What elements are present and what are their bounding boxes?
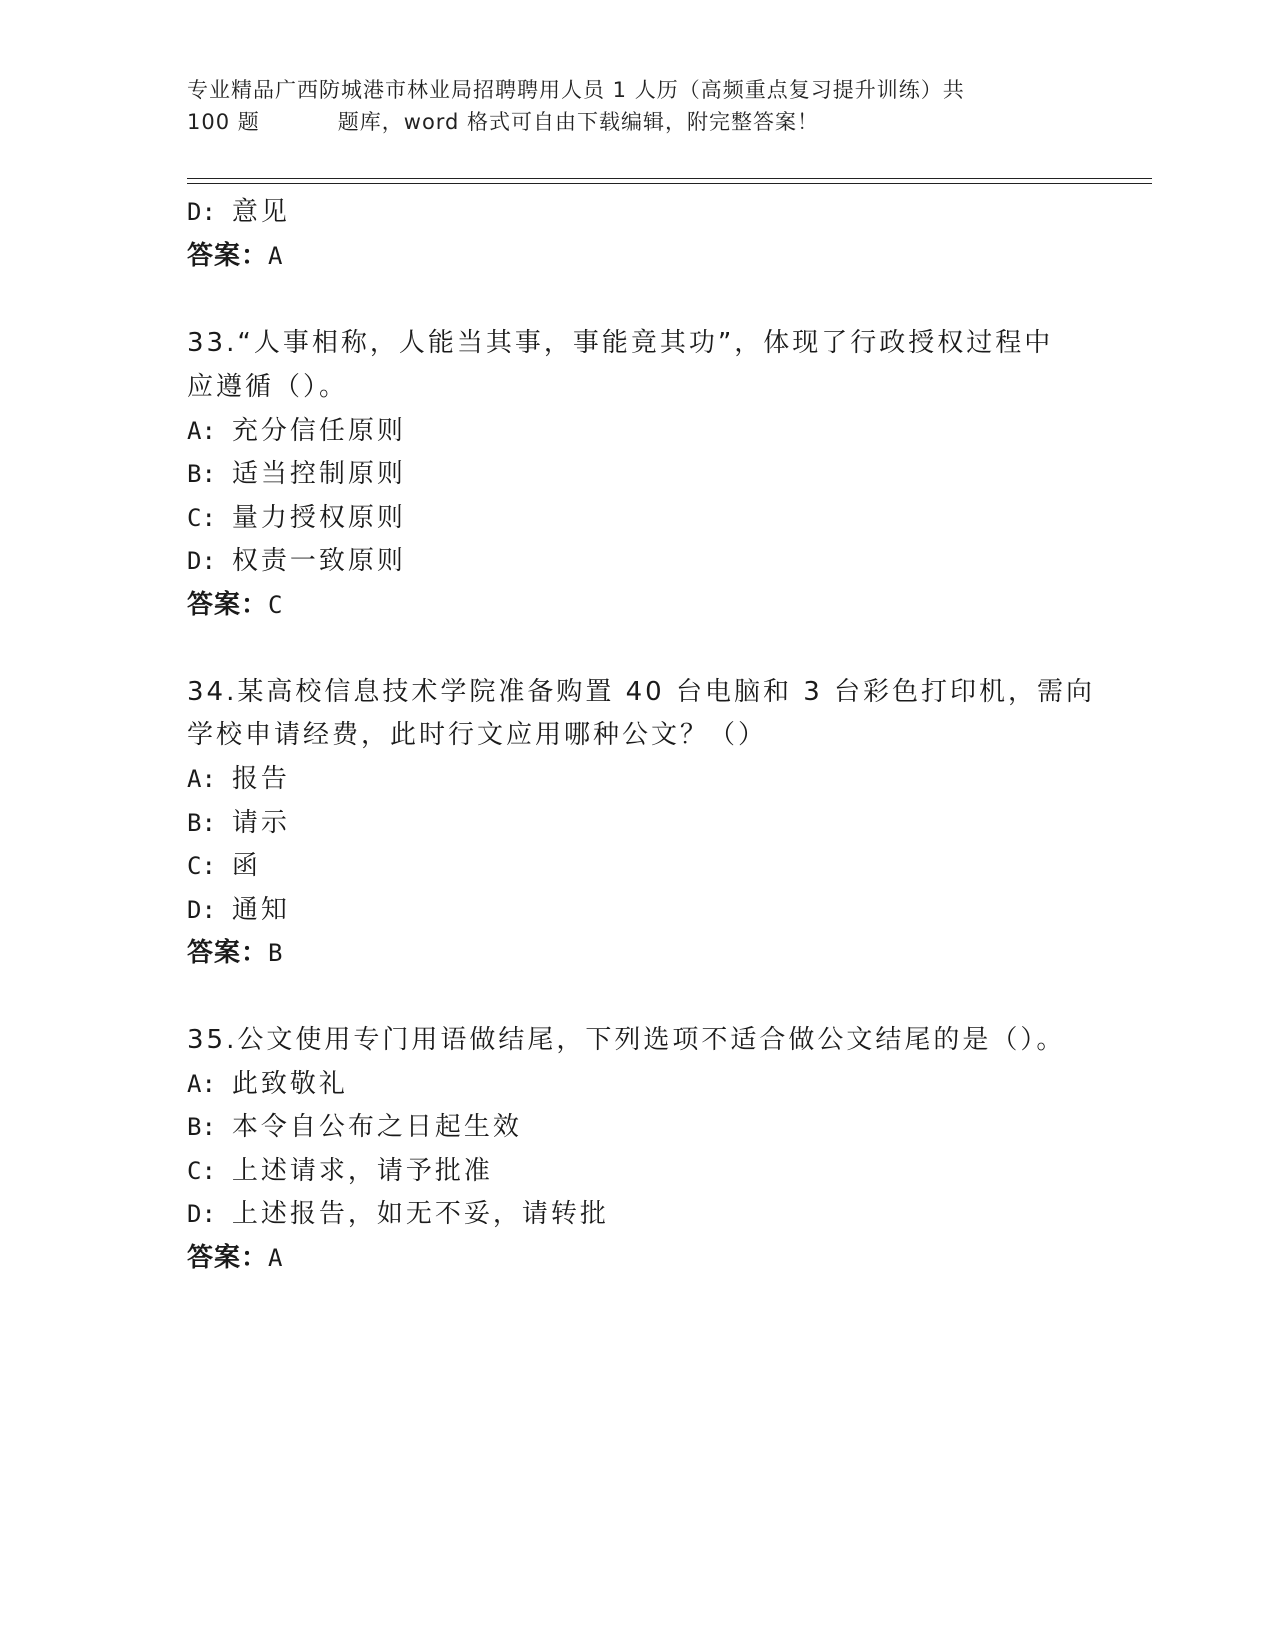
option-text: 本令自公布之日起生效 — [231, 1112, 522, 1142]
option-letter: C: — [187, 504, 216, 532]
question-34-option-c — [187, 845, 261, 882]
option-letter: C: — [187, 852, 216, 880]
option-letter: D: — [187, 198, 216, 226]
answer-value: B — [268, 939, 284, 967]
option-text: 权责一致原则 — [231, 546, 406, 576]
question-33-option-a — [187, 410, 406, 447]
option-text: 量力授权原则 — [231, 503, 406, 533]
answer-label: 答案： — [187, 938, 269, 968]
question-35-answer — [187, 1237, 283, 1274]
option-letter: C: — [187, 1157, 216, 1185]
question-33-option-c — [187, 497, 406, 534]
question-35-option-d — [187, 1193, 609, 1230]
option-letter: A: — [187, 765, 216, 793]
question-35-line-1: 35.公文使用专门用语做结尾，下列选项不适合做公文结尾的是（）。 — [187, 1025, 1066, 1055]
option-letter: A: — [187, 1070, 216, 1098]
option-text: 请示 — [231, 808, 290, 838]
question-35-option-a — [187, 1063, 348, 1100]
option-text: 上述请求，请予批准 — [231, 1156, 493, 1186]
option-letter: D: — [187, 896, 216, 924]
question-33-option-b — [187, 453, 406, 490]
option-text: 上述报告，如无不妥，请转批 — [231, 1199, 609, 1229]
header-rule-bottom — [187, 183, 1152, 184]
question-34-option-a — [187, 758, 290, 795]
header-rule-top — [187, 178, 1152, 179]
question-35-option-b — [187, 1106, 522, 1143]
option-letter: D: — [187, 547, 216, 575]
answer-value: A — [268, 1244, 284, 1272]
question-34-line-2: 学校申请经费，此时行文应用哪种公文？（） — [187, 720, 768, 750]
question-34-option-d — [187, 889, 290, 926]
option-letter: B: — [187, 460, 216, 488]
option-text: 通知 — [231, 895, 290, 925]
answer-label: 答案： — [187, 241, 269, 271]
question-33-answer — [187, 584, 283, 621]
question-34-answer — [187, 932, 283, 969]
option-text: 函 — [231, 851, 261, 881]
prev-answer — [187, 235, 283, 272]
option-text: 报告 — [231, 764, 290, 794]
question-33-option-d — [187, 540, 406, 577]
option-letter: B: — [187, 809, 216, 837]
option-letter: A: — [187, 417, 216, 445]
answer-value: A — [268, 242, 284, 270]
answer-label: 答案： — [187, 590, 269, 620]
page-header — [187, 74, 1087, 138]
header-line-1: 专业精品广西防城港市林业局招聘聘用人员 1 人历（高频重点复习提升训练）共 — [187, 78, 965, 102]
option-text: 意见 — [231, 197, 290, 227]
question-35-option-c — [187, 1150, 493, 1187]
header-description: 题库，word 格式可自由下载编辑，附完整答案！ — [337, 110, 820, 134]
question-33-line-2: 应遵循（）。 — [187, 372, 349, 402]
option-text: 充分信任原则 — [231, 416, 406, 446]
question-34-line-1: 34.某高校信息技术学院准备购置 40 台电脑和 3 台彩色打印机，需向 — [187, 677, 1096, 707]
option-letter: D: — [187, 1200, 216, 1228]
question-34-option-b — [187, 802, 290, 839]
prev-option-d — [187, 191, 290, 228]
option-text: 此致敬礼 — [231, 1069, 348, 1099]
option-letter: B: — [187, 1113, 216, 1141]
question-33-line-1: 33.“人事相称，人能当其事，事能竟其功”，体现了行政授权过程中 — [187, 328, 1054, 358]
header-line-2 — [187, 106, 1087, 138]
option-text: 适当控制原则 — [231, 459, 406, 489]
header-question-count: 100 题 — [187, 110, 260, 134]
answer-label: 答案： — [187, 1243, 269, 1273]
answer-value: C — [268, 591, 284, 619]
